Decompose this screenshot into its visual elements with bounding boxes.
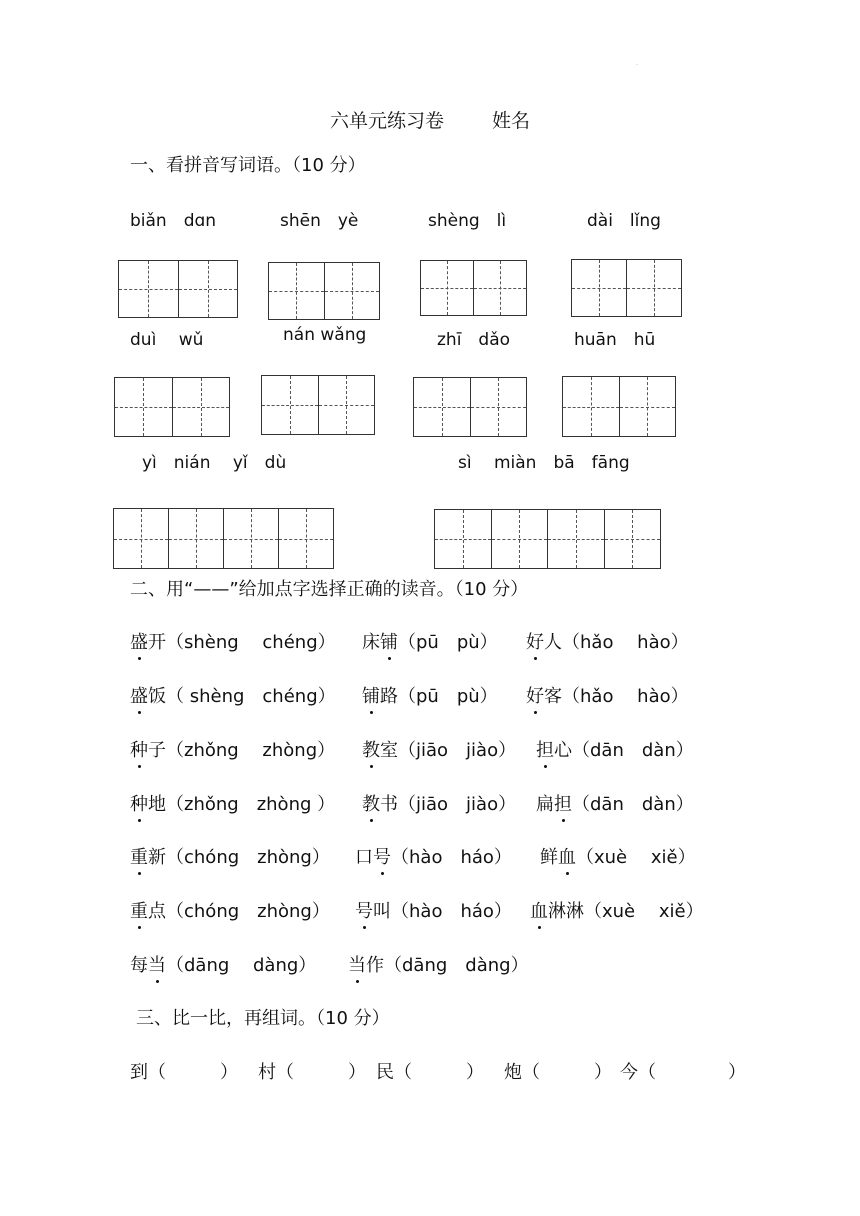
reading-choice[interactable]: 鲜血（xuè xiě） [540,843,696,869]
dotted-char: 种 [130,790,148,816]
dotted-char: 铺 [362,682,380,708]
pinyin-label: huān hū [574,330,656,350]
reading-choice[interactable]: 种子（zhǒng zhòng） [130,736,335,762]
reading-choice[interactable]: 床铺（pū pù） [362,628,498,654]
reading-choice[interactable]: 重点（chóng zhòng） [130,897,330,923]
reading-choice[interactable]: 口号（hào háo） [355,843,512,869]
pinyin-label: dài lǐng [587,211,661,231]
writing-grid[interactable] [114,377,230,437]
dotted-char: 铺 [380,628,398,654]
reading-choice[interactable]: 教书（jiāo jiào） [362,790,516,816]
reading-choice[interactable]: 每当（dāng dàng） [130,951,316,977]
dotted-char: 教 [362,790,380,816]
dotted-char: 好 [526,682,544,708]
writing-grid[interactable] [118,260,238,318]
dotted-char: 盛 [130,682,148,708]
pinyin-label: yì nián yǐ dù [142,453,287,473]
dotted-char: 当 [148,951,166,977]
dotted-char: 号 [373,843,391,869]
word-blank[interactable]: 到（ ） [130,1062,238,1083]
dotted-char: 血 [530,897,548,923]
writing-grid[interactable] [413,377,527,437]
word-blank[interactable]: 民（ ） [376,1062,484,1083]
pinyin-label: zhī dǎo [437,330,511,350]
reading-choice[interactable]: 扁担（dān dàn） [536,790,694,816]
pinyin-label: sì miàn bā fāng [458,453,630,473]
reading-choice[interactable]: 种地（zhǒng zhòng ） [130,790,335,816]
writing-grid[interactable] [571,259,682,317]
dotted-char: 当 [348,951,366,977]
word-blank[interactable]: 村（ ） [258,1062,366,1083]
reading-choice[interactable]: 重新（chóng zhòng） [130,843,330,869]
worksheet-title: 六单元练习卷 [330,110,445,132]
reading-choice[interactable]: 好客（hǎo hào） [526,682,689,708]
reading-choice[interactable]: 血淋淋（xuè xiě） [530,897,704,923]
reading-choice[interactable]: 铺路（pū pù） [362,682,498,708]
reading-choice[interactable]: 教室（jiāo jiào） [362,736,516,762]
reading-choice[interactable]: 当作（dāng dàng） [348,951,529,977]
pinyin-label: biǎn dɑn [130,211,217,231]
pinyin-label: shēn yè [280,211,359,231]
reading-choice[interactable]: 好人（hǎo hào） [526,628,689,654]
section2-heading: 二、用“——”给加点字选择正确的读音。（10 分） [130,579,529,600]
dotted-char: 好 [526,628,544,654]
dotted-char: 担 [554,790,572,816]
dotted-char: 血 [558,843,576,869]
dotted-char: 盛 [130,628,148,654]
writing-grid[interactable] [434,509,661,569]
section3-heading: 三、比一比，再组词。（10 分） [136,1008,390,1029]
dotted-char: 重 [130,897,148,923]
name-label: 姓名 [492,110,531,132]
reading-choice[interactable]: 号叫（hào háo） [355,897,512,923]
reading-choice[interactable]: 盛开（shèng chéng） [130,628,336,654]
writing-grid[interactable] [268,262,380,320]
word-blank[interactable]: 炮（ ） [504,1062,612,1083]
pinyin-label: nán wǎng [283,325,367,345]
dotted-char: 种 [130,736,148,762]
dotted-char: 教 [362,736,380,762]
section1-heading: 一、看拼音写词语。（10 分） [130,155,366,176]
writing-grid[interactable] [113,508,334,569]
word-blank[interactable]: 今（ ） [620,1062,746,1083]
dotted-char: 重 [130,843,148,869]
reading-choice[interactable]: 盛饭（ shèng chéng） [130,682,336,708]
pinyin-label: shèng lì [428,211,507,231]
dotted-char: 担 [536,736,554,762]
pinyin-label: duì wǔ [130,330,204,350]
writing-grid[interactable] [562,376,676,437]
corner-mark: . [636,60,638,67]
writing-grid[interactable] [261,375,375,435]
reading-choice[interactable]: 担心（dān dàn） [536,736,694,762]
writing-grid[interactable] [420,260,527,316]
dotted-char: 号 [355,897,373,923]
